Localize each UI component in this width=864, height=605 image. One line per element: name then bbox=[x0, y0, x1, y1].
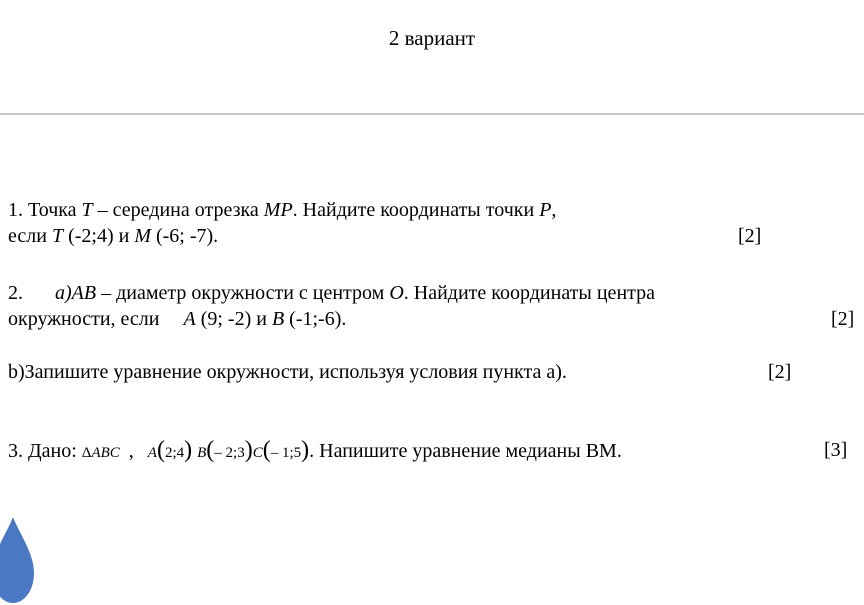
task1-line2 bbox=[8, 224, 218, 248]
task1-score: [2] bbox=[738, 225, 762, 247]
comma: , bbox=[128, 440, 134, 462]
task1-text: если bbox=[8, 225, 47, 247]
center-o: O bbox=[389, 282, 404, 304]
point-t: T bbox=[51, 225, 64, 247]
point-a-label: A bbox=[147, 445, 157, 461]
triangle-symbol: Δ bbox=[81, 445, 92, 461]
task2a-text: (9; -2) и bbox=[200, 308, 267, 330]
task2a-text: окружности, если bbox=[8, 308, 160, 330]
task1-text: . Найдите координаты точки bbox=[292, 199, 535, 221]
task2a-line1 bbox=[8, 281, 655, 305]
page-title: 2 вариант bbox=[388, 26, 476, 50]
point-c-coords: – 1;5 bbox=[270, 445, 302, 461]
task2-number: 2. bbox=[8, 282, 23, 304]
task1-line1 bbox=[8, 198, 556, 222]
task2a-text: . Найдите координаты центра bbox=[403, 282, 656, 304]
point-a: A bbox=[183, 308, 196, 330]
point-b-coords: – 2;3 bbox=[214, 445, 245, 461]
triangle-abc: ABC bbox=[91, 445, 120, 461]
point-a-coords: 2;4 bbox=[164, 445, 185, 461]
task1-text: (-2;4) и bbox=[68, 225, 130, 247]
diameter-ab: а)AB bbox=[55, 282, 97, 304]
point-m: M bbox=[134, 225, 151, 247]
task2a-line2 bbox=[8, 307, 346, 331]
point-b: B bbox=[271, 308, 285, 330]
task3-text: . Напишите уравнение медианы ВМ. bbox=[309, 440, 622, 462]
segment-mp: MP bbox=[263, 199, 293, 221]
point-b-label: B bbox=[197, 445, 207, 461]
horizontal-divider bbox=[0, 113, 864, 115]
task1-text: (-6; -7). bbox=[155, 225, 219, 247]
task1-number: 1. bbox=[8, 199, 23, 221]
task3-line: 3. Дано: ΔABC , A(2;4) B(– 2;3)C(– 1;5). Напишите уравнение медианы ВМ. bbox=[8, 437, 622, 463]
task1-text: Точка bbox=[28, 199, 77, 221]
point-p: P bbox=[539, 199, 552, 221]
point-c-label: C bbox=[252, 445, 263, 461]
task2a-score: [2] bbox=[831, 308, 855, 330]
task3-given: 3. Дано: bbox=[8, 440, 77, 462]
task2a-text: (-1;-6). bbox=[289, 308, 347, 330]
task1-text: – середина отрезка bbox=[97, 199, 259, 221]
drop-icon bbox=[0, 515, 36, 605]
point-t: T bbox=[81, 199, 93, 221]
task2b-text: b)Запишите уравнение окружности, используя условия пункта а). bbox=[8, 361, 567, 383]
task2a-text: – диаметр окружности с центром bbox=[101, 282, 385, 304]
task1-text: , bbox=[551, 199, 557, 221]
task2b-score: [2] bbox=[768, 361, 792, 383]
task3-score: [3] bbox=[824, 439, 848, 461]
